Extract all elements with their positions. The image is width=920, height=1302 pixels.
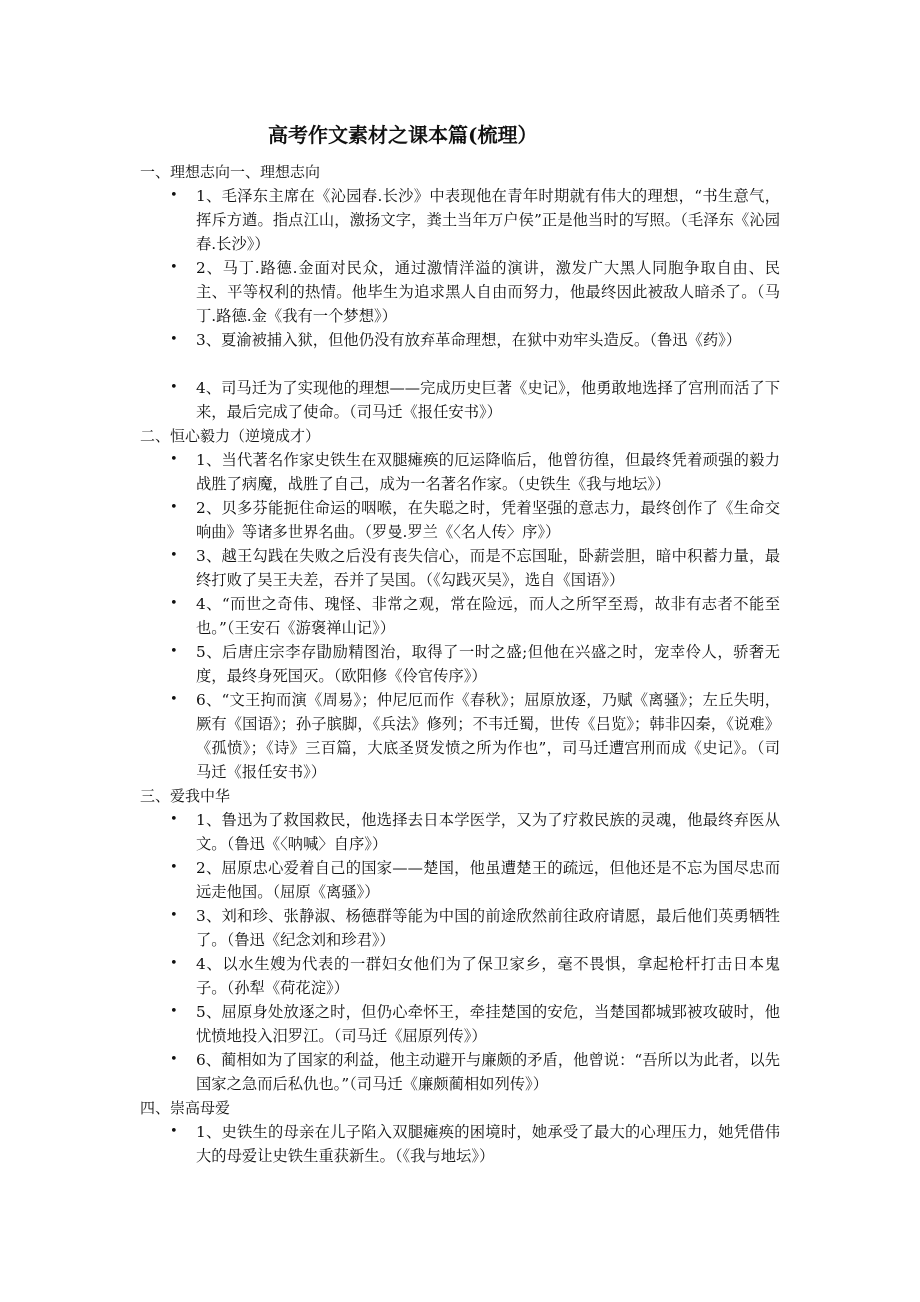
bullet-icon: • — [170, 1124, 178, 1139]
item-text: 1、当代著名作家史铁生在双腿瘫痪的厄运降临后，他曾彷徨，但最终凭着顽强的毅力战胜了病魔，战胜了自己，成为一名著名作家。（史铁生《我与地坛》） — [196, 451, 780, 493]
section-heading: 四、崇高母爱 — [140, 1099, 231, 1117]
bullet-icon: • — [170, 644, 178, 659]
bullet-icon: • — [170, 188, 178, 203]
item-text: 5、后唐庄宗李存勖励精图治，取得了一时之盛;但他在兴盛之时，宠幸伶人，骄奢无度，最终身死国灭。（欧阳修《伶官传序》） — [196, 643, 780, 685]
list-item — [140, 496, 780, 544]
item-text: 4、司马迁为了实现他的理想——完成历史巨著《史记》，他勇敢地选择了宫刑而活了下来，最后完成了使命。（司马迁《报任安书》） — [196, 379, 780, 421]
list-item — [140, 184, 780, 256]
list-item — [140, 856, 780, 904]
bullet-icon: • — [170, 596, 178, 611]
list-item — [140, 376, 780, 424]
bullet-icon: • — [170, 692, 178, 707]
list-item — [140, 328, 780, 352]
bullet-icon: • — [170, 260, 178, 275]
bullet-icon: • — [170, 1004, 178, 1019]
item-text: 3、夏渝被捕入狱，但他仍没有放弃革命理想，在狱中劝牢头造反。（鲁迅《药》） — [196, 331, 742, 349]
list-item — [140, 592, 780, 640]
section-motherly-love — [140, 1096, 790, 1168]
bullet-icon: • — [170, 908, 178, 923]
document-title: 高考作文素材之课本篇(梳理） — [268, 123, 538, 147]
item-text: 4、以水生嫂为代表的一群妇女他们为了保卫家乡，毫不畏惧，拿起枪杆打击日本鬼子。（孙犁《荷花淀》） — [196, 955, 780, 997]
item-text: 2、贝多芬能扼住命运的咽喉，在失聪之时，凭着坚强的意志力，最终创作了《生命交响曲》等诸多世界名曲。（罗曼.罗兰《〈名人传〉序》） — [196, 499, 780, 541]
document-body — [140, 160, 790, 1168]
section-perseverance — [140, 424, 790, 784]
section-ideals — [140, 160, 790, 424]
list-item — [140, 1000, 780, 1048]
blank-line — [140, 352, 790, 376]
list-item — [140, 256, 780, 328]
bullet-icon: • — [170, 1052, 178, 1067]
item-text: 3、刘和珍、张静淑、杨德群等能为中国的前途欣然前往政府请愿，最后他们英勇牺牲了。（鲁迅《纪念刘和珍君》） — [196, 907, 780, 949]
bullet-icon: • — [170, 332, 178, 347]
bullet-icon: • — [170, 452, 178, 467]
bullet-icon: • — [170, 812, 178, 827]
item-text: 2、马丁.路德.金面对民众，通过激情洋溢的演讲，激发广大黑人同胞争取自由、民主、平等权利的热情。他毕生为追求黑人自由而努力，他最终因此被敌人暗杀了。（马丁.路德.金《我有一个梦想》） — [196, 259, 780, 325]
bullet-icon: • — [170, 956, 178, 971]
item-text: 1、史铁生的母亲在儿子陷入双腿瘫痪的困境时，她承受了最大的心理压力，她凭借伟大的母爱让史铁生重获新生。（《我与地坛》） — [196, 1123, 780, 1165]
list-item — [140, 808, 780, 856]
bullet-icon: • — [170, 500, 178, 515]
list-item — [140, 904, 780, 952]
section-heading: 一、理想志向一、理想志向 — [140, 163, 321, 181]
list-item — [140, 448, 780, 496]
item-text: 2、屈原忠心爱着自己的国家——楚国，他虽遭楚王的疏远，但他还是不忘为国尽忠而远走他国。（屈原《离骚》） — [196, 859, 780, 901]
item-text: 5、屈原身处放逐之时，但仍心牵怀王，牵挂楚国的安危，当楚国都城郢被攻破时，他忧愤地投入汨罗江。（司马迁《屈原列传》） — [196, 1003, 780, 1045]
bullet-icon: • — [170, 380, 178, 395]
item-text: 1、鲁迅为了救国救民，他选择去日本学医学，又为了疗救民族的灵魂，他最终弃医从文。（鲁迅《〈呐喊〉自序》） — [196, 811, 780, 853]
list-item — [140, 1120, 780, 1168]
item-text: 3、越王勾践在失败之后没有丧失信心，而是不忘国耻，卧薪尝胆，暗中积蓄力量，最终打败了吴王夫差，吞并了吴国。（《勾践灭吴》，选自《国语》） — [196, 547, 780, 589]
section-heading: 三、爱我中华 — [140, 787, 231, 805]
item-text: 4、“而世之奇伟、瑰怪、非常之观，常在险远，而人之所罕至焉，故非有志者不能至也。”（王安石《游褒禅山记》） — [196, 595, 780, 637]
list-item — [140, 952, 780, 1000]
list-item — [140, 1048, 780, 1096]
section-patriotism — [140, 784, 790, 1096]
bullet-icon: • — [170, 548, 178, 563]
list-item — [140, 688, 780, 784]
item-text: 1、毛泽东主席在《沁园春.长沙》中表现他在青年时期就有伟大的理想，“书生意气，挥斥方遒。指点江山，激扬文字，粪土当年万户侯”正是他当时的写照。（毛泽东《沁园春.长沙》） — [196, 187, 780, 253]
list-item — [140, 640, 780, 688]
bullet-icon: • — [170, 860, 178, 875]
item-text: 6、蔺相如为了国家的利益，他主动避开与廉颇的矛盾，他曾说：“吾所以为此者，以先国家之急而后私仇也。”（司马迁《廉颇蔺相如列传》） — [196, 1051, 780, 1093]
list-item — [140, 544, 780, 592]
section-heading: 二、恒心毅力（逆境成才） — [140, 427, 321, 445]
item-text: 6、“文王拘而演《周易》；仲尼厄而作《春秋》；屈原放逐，乃赋《离骚》；左丘失明，厥有《国语》；孙子膑脚，《兵法》修列；不韦迁蜀，世传《吕览》；韩非囚秦，《说难》《孤愤》；《诗》三百篇，大底圣贤发愤之所为作也”，司马迁遭宫刑而成《史记》。（司马迁《报任安书》） — [196, 691, 780, 781]
